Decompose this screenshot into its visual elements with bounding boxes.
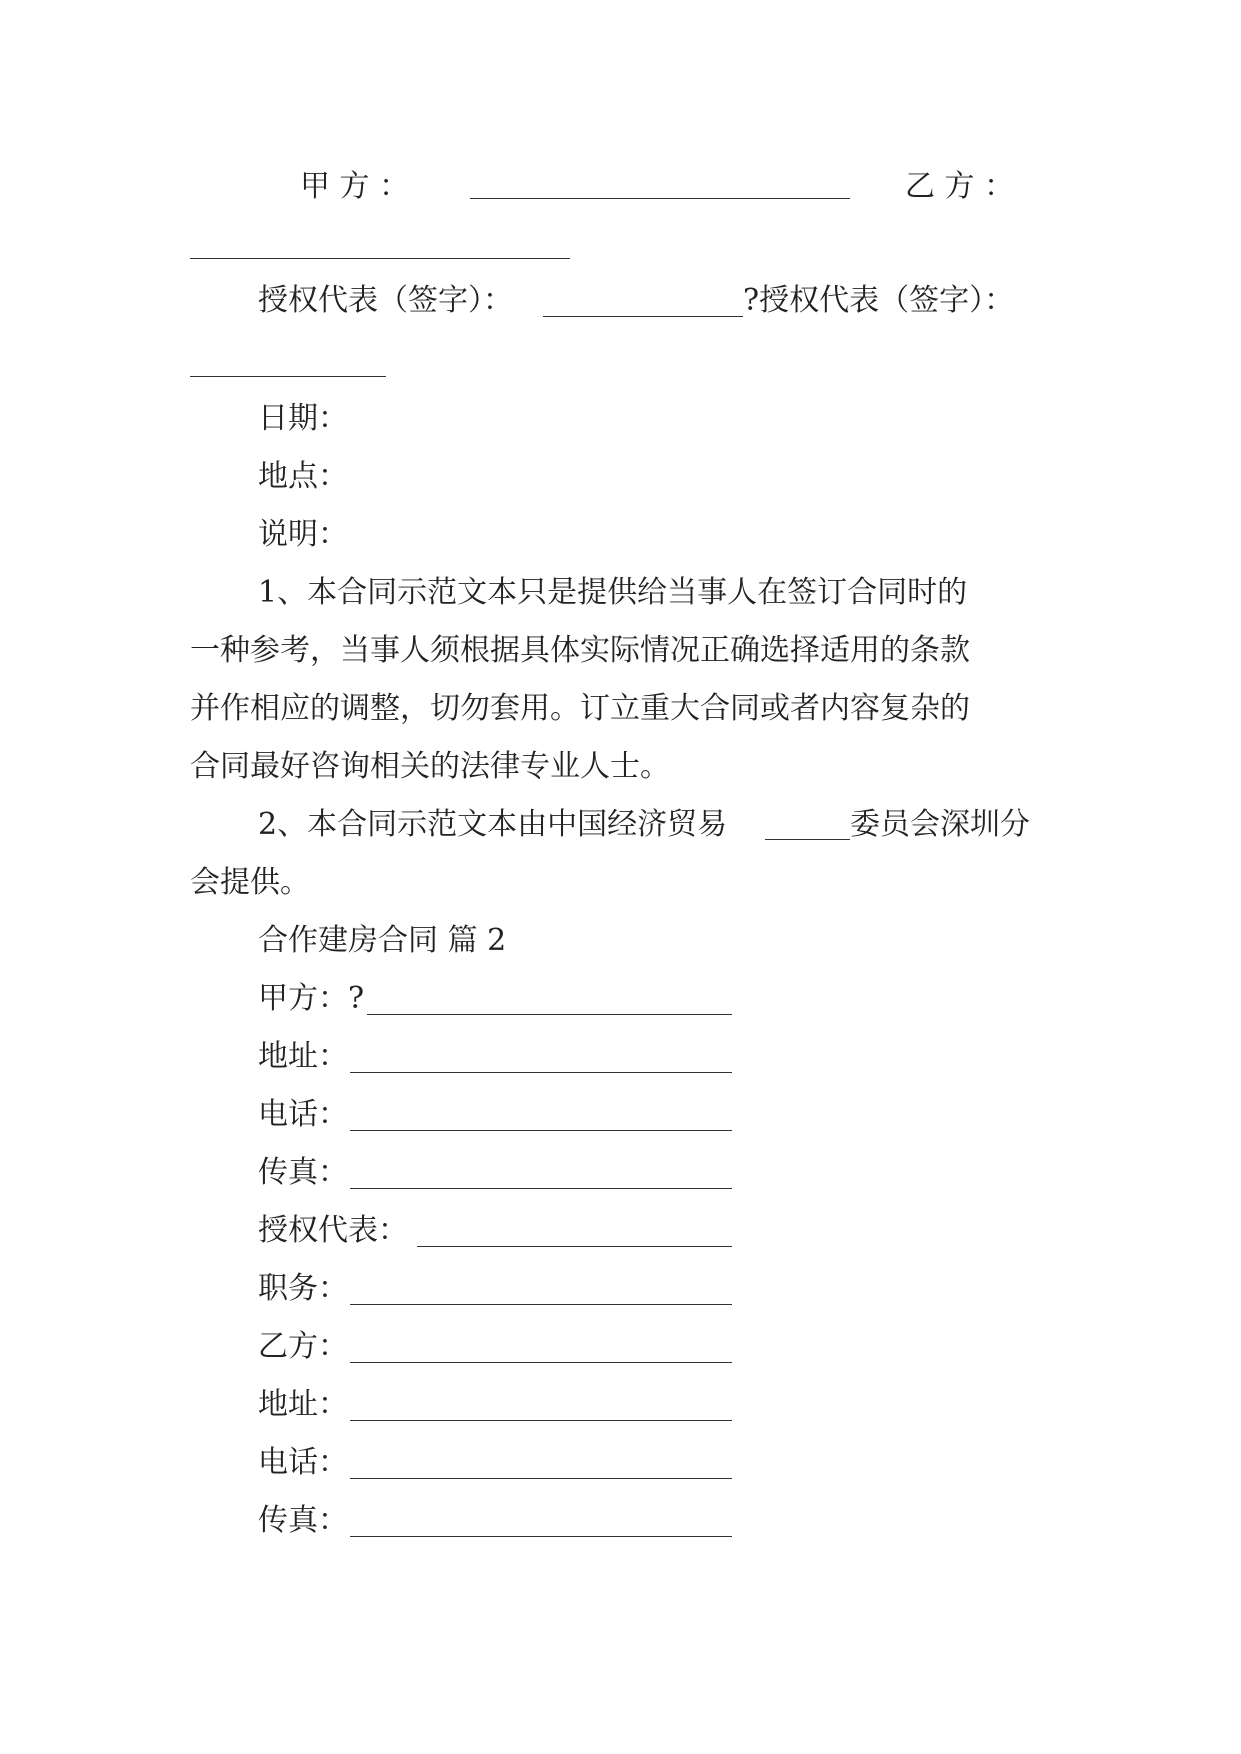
note2-line1: 2、本合同示范文本由中国经济贸易 — [258, 807, 728, 842]
rep-a-blank — [543, 290, 743, 317]
notes-label: 说明： — [258, 517, 348, 552]
contract2-title: 合作建房合同 篇 2 — [258, 923, 507, 958]
rep-b-blank — [190, 350, 386, 377]
field-label: 职务： — [258, 1271, 348, 1306]
note1-line4: 合同最好咨询相关的法律专业人士。 — [190, 749, 670, 784]
field-blank — [350, 1510, 732, 1537]
party-a-label: 甲 方 ： — [300, 169, 410, 204]
party-a-blank — [470, 172, 850, 199]
party-b-blank — [190, 232, 570, 259]
field-blank — [350, 1278, 732, 1305]
rep-a-label: 授权代表（签字）： — [258, 283, 513, 318]
field-blank — [350, 1104, 732, 1131]
field-blank — [350, 1394, 732, 1421]
field-label: 电话： — [258, 1097, 348, 1132]
field-blank — [417, 1220, 732, 1247]
note1-line1: 1、本合同示范文本只是提供给当事人在签订合同时的 — [258, 575, 968, 610]
field-label: 授权代表： — [258, 1213, 408, 1248]
date-label: 日期： — [258, 401, 348, 436]
field-blank — [367, 988, 732, 1015]
note1-line2: 一种参考，当事人须根据具体实际情况正确选择适用的条款 — [190, 633, 970, 668]
field-blank — [350, 1162, 732, 1189]
field-blank — [350, 1452, 732, 1479]
party-b-label: 乙 方 ： — [905, 169, 1015, 204]
place-label: 地点： — [258, 459, 348, 494]
field-label: 乙方： — [258, 1329, 348, 1364]
note2-line2: 会提供。 — [190, 865, 310, 900]
note2-blank — [765, 813, 850, 840]
field-blank — [350, 1336, 732, 1363]
note1-line3: 并作相应的调整，切勿套用。订立重大合同或者内容复杂的 — [190, 691, 970, 726]
field-label: 传真： — [258, 1503, 348, 1538]
field-label: 地址： — [258, 1039, 348, 1074]
field-label: 甲方：? — [258, 981, 365, 1016]
note2-line1-tail: 委员会深圳分 — [850, 807, 1030, 842]
rep-b-label: ?授权代表（签字）： — [743, 283, 1015, 318]
field-label: 地址： — [258, 1387, 348, 1422]
field-blank — [350, 1046, 732, 1073]
field-label: 电话： — [258, 1445, 348, 1480]
field-label: 传真： — [258, 1155, 348, 1190]
